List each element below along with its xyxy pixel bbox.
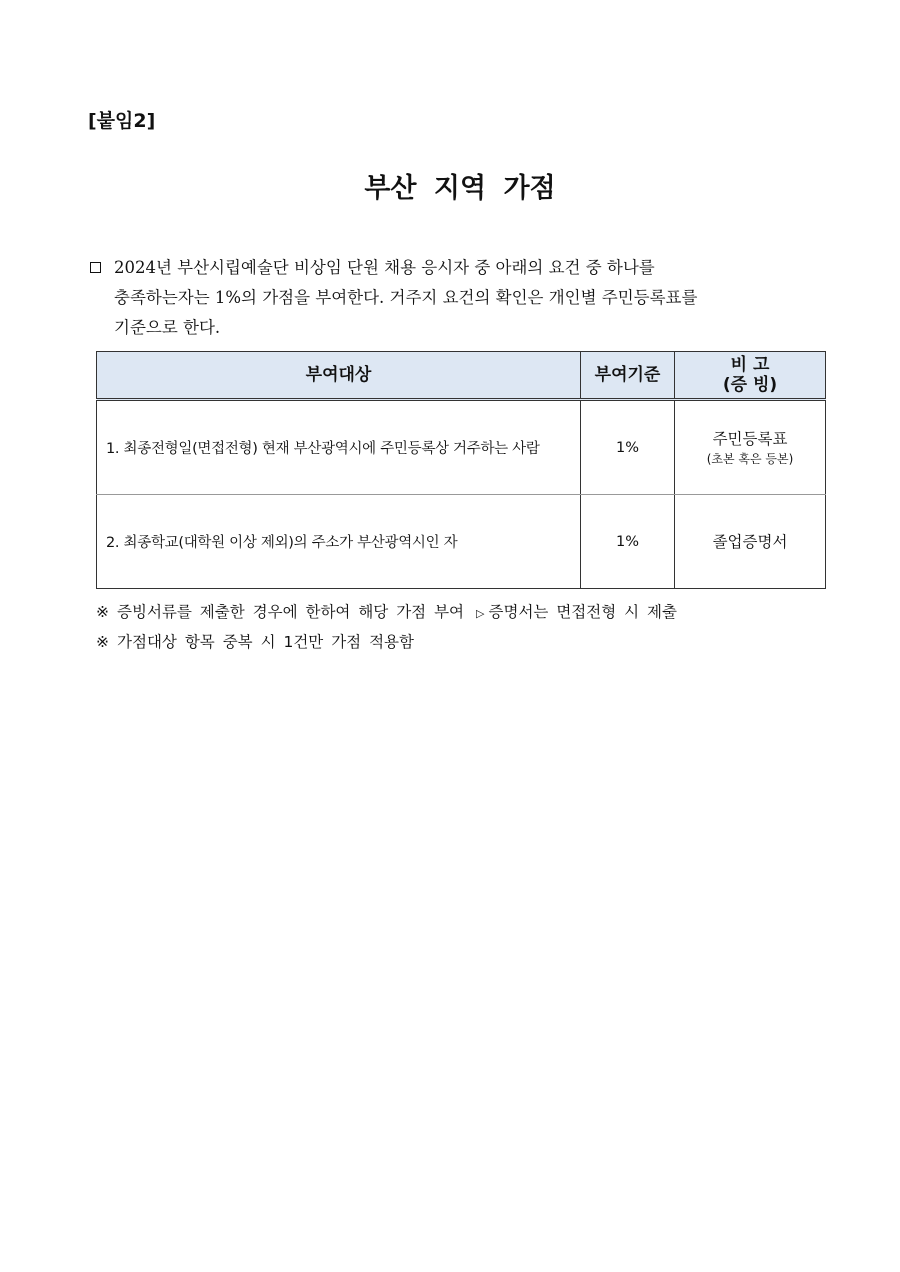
reference-mark: ※ (96, 603, 109, 621)
row-criteria: 1% (581, 495, 675, 589)
row-target: 2. 최종학교(대학원 이상 제외)의 주소가 부산광역시인 자 (97, 495, 581, 589)
header-target: 부여대상 (97, 352, 581, 400)
header-note-line-1: 비 고 (730, 355, 770, 375)
row-note-sub: (초본 혹은 등본) (706, 451, 794, 466)
footnote-2-text: 가점대상 항목 중복 시 1건만 가점 적용함 (117, 633, 414, 651)
reference-mark: ※ (96, 633, 109, 651)
header-criteria: 부여기준 (581, 352, 675, 400)
triangle-right-icon: ▷ (476, 607, 485, 620)
footnote-1-extra: 증명서는 면접전형 시 제출 (488, 603, 677, 621)
row-note-main: 주민등록표 (712, 429, 788, 448)
table-row (97, 495, 826, 589)
header-note (675, 352, 826, 400)
footnote-1-text: 증빙서류를 제출한 경우에 한하여 해당 가점 부여 (117, 603, 465, 621)
row-target: 1. 최종전형일(면접전형) 현재 부산광역시에 주민등록상 거주하는 사람 (97, 400, 581, 495)
row-note (675, 400, 826, 495)
footnote-2 (96, 628, 677, 656)
table-header-row (97, 352, 826, 400)
intro-paragraph (90, 253, 820, 343)
intro-line-1: 2024년 부산시립예술단 비상임 단원 채용 응시자 중 아래의 요건 중 하나를 (114, 258, 655, 277)
bonus-criteria-table (96, 351, 826, 589)
page-title: 부산 지역 가점 (364, 173, 556, 204)
checkbox-bullet-icon (90, 262, 101, 273)
row-criteria: 1% (581, 400, 675, 495)
intro-line-2: 충족하는자는 1%의 가점을 부여한다. 거주지 요건의 확인은 개인별 주민등록표를 (114, 288, 698, 307)
intro-line-3: 기준으로 한다. (114, 318, 221, 337)
row-note (675, 495, 826, 589)
footnote-1 (96, 598, 677, 628)
table-row (97, 400, 826, 495)
header-note-line-2: (증 빙) (722, 375, 778, 395)
footnotes (96, 598, 677, 656)
attachment-label: [붙임2] (88, 110, 156, 132)
row-note-main: 졸업증명서 (712, 532, 788, 551)
